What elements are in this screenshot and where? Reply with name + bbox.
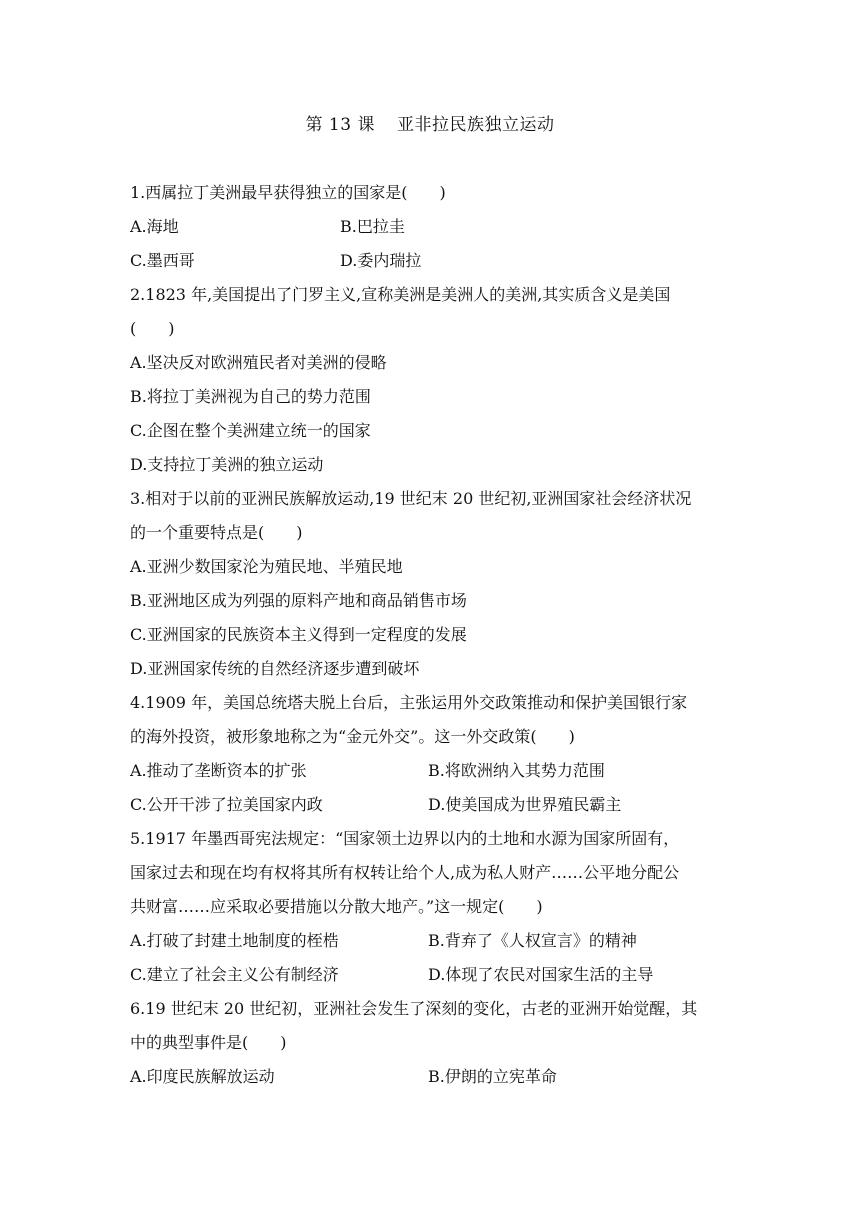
question-2	[130, 278, 740, 482]
option-d: D.支持拉丁美洲的独立运动	[130, 455, 324, 474]
option-row	[130, 958, 740, 992]
question-list	[130, 176, 740, 1094]
question-stem: 的海外投资，被形象地称之为“金元外交”。这一外交政策( )	[130, 727, 575, 746]
option-d: D.体现了农民对国家生活的主导	[428, 965, 654, 984]
option-row	[130, 1060, 740, 1094]
option-row	[130, 244, 740, 278]
option-c: C.公开干涉了拉美国家内政	[130, 795, 323, 814]
question-stem: 中的典型事件是( )	[130, 1033, 287, 1052]
question-stem: 的一个重要特点是( )	[130, 523, 303, 542]
lesson-topic: 亚非拉民族独立运动	[396, 115, 555, 135]
option-d: D.委内瑞拉	[340, 251, 422, 270]
option-b: B.将欧洲纳入其势力范围	[428, 761, 605, 780]
question-stem: 1.西属拉丁美洲最早获得独立的国家是( )	[130, 183, 446, 202]
question-stem: 国家过去和现在均有权将其所有权转让给个人,成为私人财产……公平地分配公	[130, 863, 680, 882]
option-a: A.海地	[130, 217, 179, 236]
option-c: C.墨西哥	[130, 251, 195, 270]
option-a: A.坚决反对欧洲殖民者对美洲的侵略	[130, 353, 387, 372]
page-title	[0, 110, 860, 135]
option-c: C.建立了社会主义公有制经济	[130, 965, 339, 984]
question-stem: 共财富……应采取必要措施以分散大地产。”这一规定( )	[130, 897, 543, 916]
question-1	[130, 176, 740, 278]
option-row	[130, 754, 740, 788]
question-stem: 2.1823 年,美国提出了门罗主义,宣称美洲是美洲人的美洲,其实质含义是美国	[130, 285, 671, 304]
option-d: D.使美国成为世界殖民霸主	[428, 795, 622, 814]
question-stem: 4.1909 年，美国总统塔夫脱上台后，主张运用外交政策推动和保护美国银行家	[130, 693, 688, 712]
option-a: A.亚洲少数国家沦为殖民地、半殖民地	[130, 557, 403, 576]
option-row	[130, 924, 740, 958]
question-6	[130, 992, 740, 1094]
option-b: B.将拉丁美洲视为自己的势力范围	[130, 387, 371, 406]
lesson-number: 第 13 课	[305, 115, 375, 135]
option-b: B.伊朗的立宪革命	[428, 1067, 557, 1086]
option-d: D.亚洲国家传统的自然经济逐步遭到破坏	[130, 659, 420, 678]
question-stem: 5.1917 年墨西哥宪法规定：“国家领土边界以内的土地和水源为国家所固有，	[130, 829, 680, 848]
question-stem: ( )	[130, 319, 175, 338]
option-row	[130, 210, 740, 244]
question-5	[130, 822, 740, 992]
option-a: A.印度民族解放运动	[130, 1067, 275, 1086]
option-row	[130, 788, 740, 822]
option-a: A.推动了垄断资本的扩张	[130, 761, 307, 780]
option-a: A.打破了封建土地制度的桎梏	[130, 931, 339, 950]
question-4	[130, 686, 740, 822]
option-b: B.背弃了《人权宣言》的精神	[428, 931, 637, 950]
option-b: B.亚洲地区成为列强的原料产地和商品销售市场	[130, 591, 467, 610]
question-stem: 3.相对于以前的亚洲民族解放运动,19 世纪末 20 世纪初,亚洲国家社会经济状况	[130, 489, 692, 508]
option-c: C.亚洲国家的民族资本主义得到一定程度的发展	[130, 625, 467, 644]
question-stem: 6.19 世纪末 20 世纪初，亚洲社会发生了深刻的变化，古老的亚洲开始觉醒，其	[130, 999, 698, 1018]
question-3	[130, 482, 740, 686]
option-b: B.巴拉圭	[340, 217, 405, 236]
option-c: C.企图在整个美洲建立统一的国家	[130, 421, 371, 440]
